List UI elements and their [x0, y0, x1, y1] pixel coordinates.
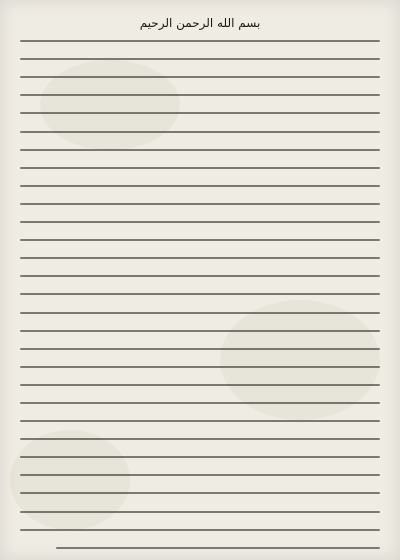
- handwriting-stroke: [20, 402, 380, 404]
- handwriting-stroke: [20, 492, 380, 494]
- handwriting-stroke: [20, 366, 380, 368]
- handwriting-stroke: [20, 131, 380, 133]
- handwriting-stroke: [20, 529, 380, 531]
- manuscript-line: [16, 503, 384, 521]
- handwriting-stroke: [20, 257, 380, 259]
- handwriting-stroke: [56, 547, 380, 549]
- handwriting-stroke: [20, 94, 380, 96]
- handwriting-stroke: [20, 40, 380, 42]
- manuscript-line: [16, 267, 384, 285]
- manuscript-line: [16, 448, 384, 466]
- opening-invocation: بسم الله الرحمن الرحيم: [139, 16, 261, 30]
- handwriting-stroke: [20, 474, 380, 476]
- manuscript-line: [16, 285, 384, 303]
- manuscript-line: [16, 322, 384, 340]
- manuscript-line: [16, 177, 384, 195]
- manuscript-line: [16, 104, 384, 122]
- handwriting-stroke: [20, 275, 380, 277]
- manuscript-line: [16, 484, 384, 502]
- manuscript-line: [16, 358, 384, 376]
- manuscript-line: [16, 68, 384, 86]
- handwriting-stroke: [20, 167, 380, 169]
- manuscript-line: [16, 50, 384, 68]
- manuscript-line: [16, 394, 384, 412]
- manuscript-line: [16, 521, 384, 539]
- manuscript-line: [16, 195, 384, 213]
- manuscript-line: [16, 249, 384, 267]
- handwriting-stroke: [20, 76, 380, 78]
- manuscript-line: [16, 213, 384, 231]
- handwriting-stroke: [20, 239, 380, 241]
- manuscript-line: [16, 231, 384, 249]
- manuscript-line: [16, 466, 384, 484]
- manuscript-line: [16, 376, 384, 394]
- handwriting-stroke: [20, 221, 380, 223]
- manuscript-line: [16, 304, 384, 322]
- handwriting-stroke: [20, 456, 380, 458]
- handwriting-stroke: [20, 384, 380, 386]
- handwriting-stroke: [20, 112, 380, 114]
- manuscript-line: [16, 14, 384, 32]
- handwriting-stroke: [20, 511, 380, 513]
- manuscript-line: [16, 539, 384, 557]
- manuscript-line: [16, 123, 384, 141]
- handwriting-stroke: [20, 420, 380, 422]
- handwriting-stroke: [20, 330, 380, 332]
- handwriting-stroke: [20, 58, 380, 60]
- manuscript-text-block: [16, 14, 384, 550]
- handwriting-stroke: [20, 438, 380, 440]
- manuscript-line: [16, 430, 384, 448]
- manuscript-line: [16, 340, 384, 358]
- handwriting-stroke: [20, 185, 380, 187]
- handwriting-stroke: [20, 312, 380, 314]
- handwriting-stroke: [20, 203, 380, 205]
- handwriting-stroke: [20, 293, 380, 295]
- manuscript-line: [16, 412, 384, 430]
- manuscript-line: [16, 86, 384, 104]
- handwriting-stroke: [20, 149, 380, 151]
- manuscript-line: [16, 141, 384, 159]
- handwriting-stroke: [20, 348, 380, 350]
- manuscript-line: [16, 32, 384, 50]
- manuscript-line: [16, 159, 384, 177]
